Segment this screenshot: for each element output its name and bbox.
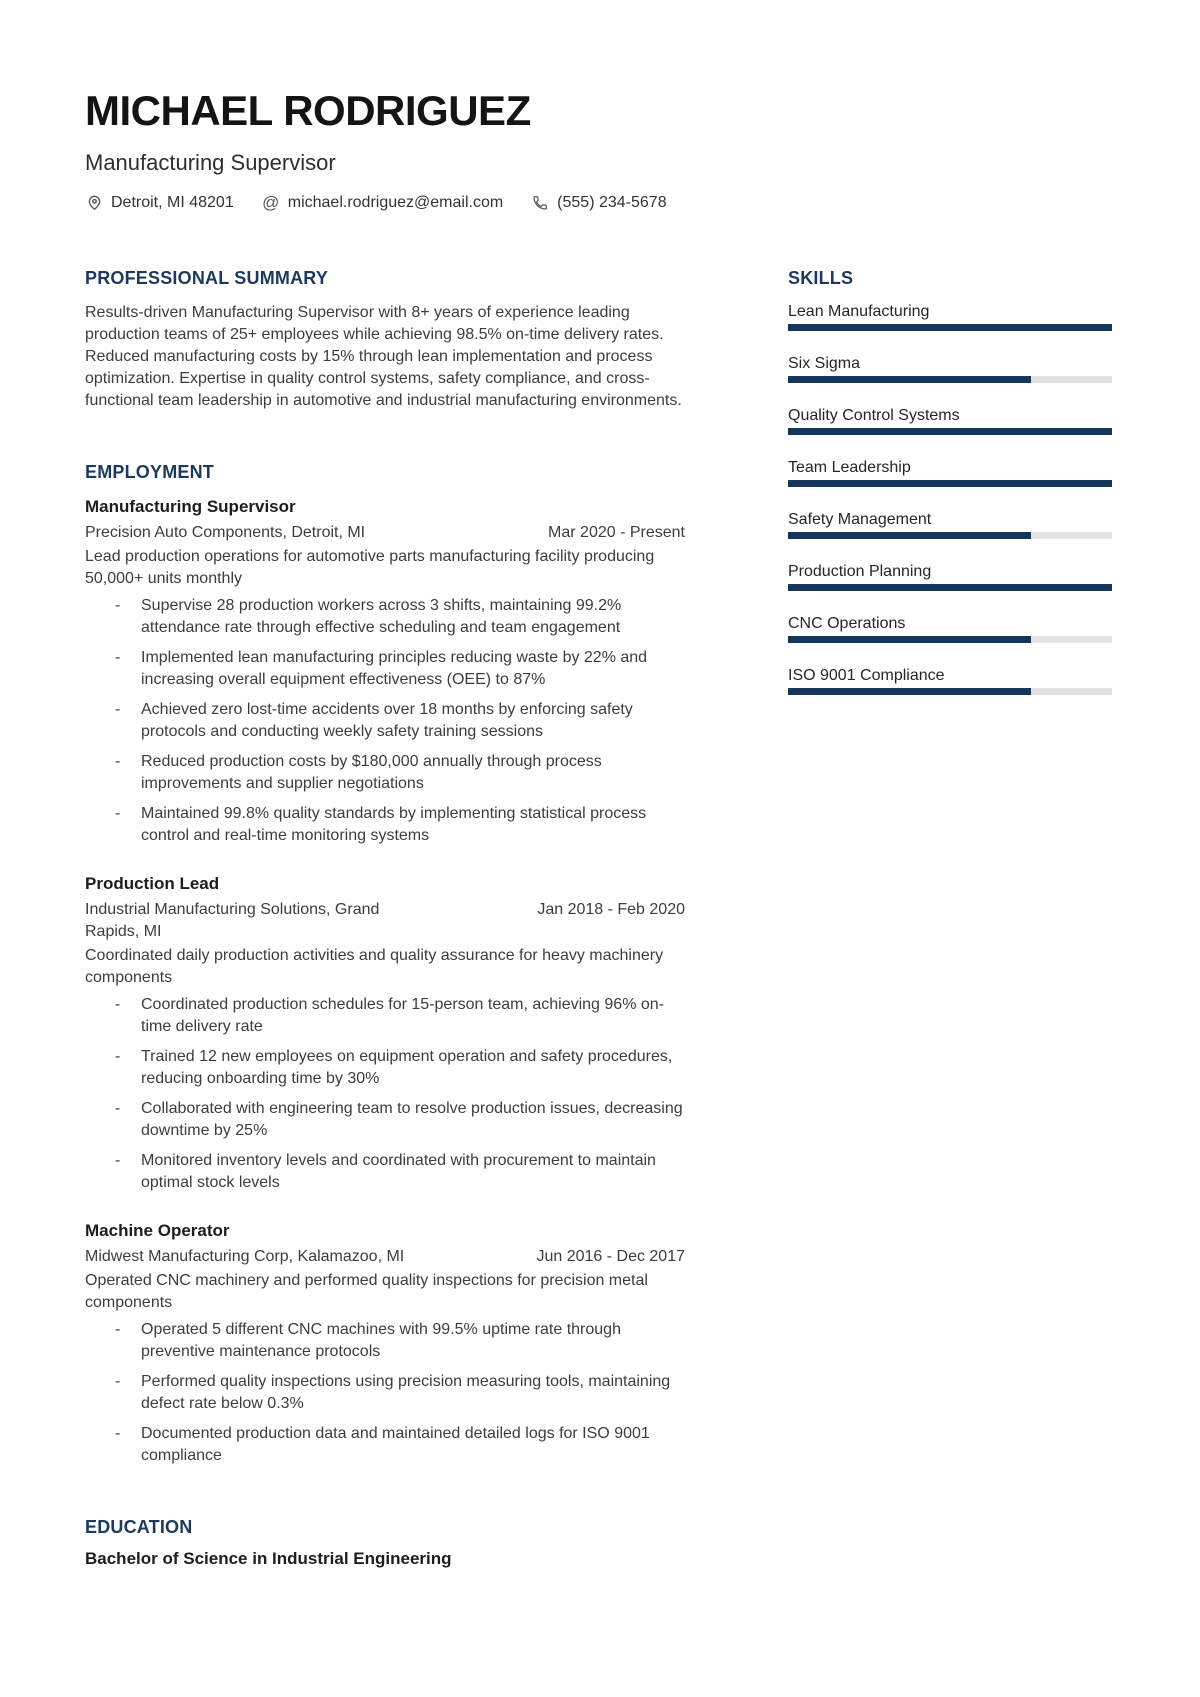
job-meta: [85, 899, 685, 943]
skill-bar-fill: [788, 584, 1112, 591]
job-bullet: [85, 1098, 685, 1142]
job-company: Precision Auto Components, Detroit, MI: [85, 523, 366, 541]
skill-bar-track: [788, 428, 1112, 435]
job-bullet: [85, 699, 685, 743]
bullet-marker: -: [115, 1320, 121, 1338]
content-columns: [85, 268, 1112, 1570]
skill-item: [788, 510, 1112, 539]
bullet-marker: -: [115, 648, 121, 666]
job-title: Manufacturing Supervisor: [85, 496, 296, 516]
bullet-marker: -: [115, 700, 121, 718]
bullet-text: Trained 12 new employees on equipment operation and safety procedures, reducing onboarding time by 30%: [141, 1047, 673, 1087]
skill-bar-track: [788, 688, 1112, 695]
skills-heading: SKILLS: [788, 267, 854, 288]
skill-name: Production Planning: [788, 562, 932, 580]
skill-bar-fill: [788, 480, 1112, 487]
bullet-marker: -: [115, 995, 121, 1013]
bullet-marker: -: [115, 1151, 121, 1169]
summary-text: Results-driven Manufacturing Supervisor with 8+ years of experience leading production teams of 25+ employees while achieving 98.5% on-time delivery rates. Reduced manufacturing costs by 15% through lean implementation and process optimization. Expertise in quality control systems, safety compliance, and cross-functional team leadership in automotive and industrial manufacturing environments.: [85, 303, 682, 409]
employment-heading: EMPLOYMENT: [85, 461, 215, 482]
bullet-marker: -: [115, 804, 121, 822]
bullet-marker: -: [115, 1099, 121, 1117]
job-bullet: [85, 1423, 685, 1467]
job-title: Production Lead: [85, 873, 220, 893]
left-column: [85, 268, 685, 1570]
contact-text: michael.rodriguez@email.com: [287, 193, 504, 211]
jobs: [85, 496, 685, 1467]
skill-bar-track: [788, 532, 1112, 539]
skills-section: [788, 268, 1112, 695]
skill-bar-track: [788, 636, 1112, 643]
job-bullet: [85, 1319, 685, 1363]
bullet-marker: -: [115, 1424, 121, 1442]
job-bullet: [85, 994, 685, 1038]
job-bullet: [85, 751, 685, 795]
skill-item: [788, 354, 1112, 383]
job-dates: Mar 2020 - Present: [548, 523, 685, 541]
skill-bar-track: [788, 324, 1112, 331]
job-title: Machine Operator: [85, 1220, 230, 1240]
bullet-marker: -: [115, 596, 121, 614]
right-column: [788, 268, 1112, 1570]
skill-bar-fill: [788, 376, 1031, 383]
skill-bar-track: [788, 584, 1112, 591]
job-bullets: [85, 595, 685, 847]
skill-bar-fill: [788, 428, 1112, 435]
job-entry: [85, 1220, 685, 1467]
job-entry: [85, 873, 685, 1194]
job-dates: Jan 2018 - Feb 2020: [537, 900, 685, 918]
skill-name: ISO 9001 Compliance: [788, 666, 945, 684]
job-entry: [85, 496, 685, 847]
education-heading: EDUCATION: [85, 1516, 193, 1537]
skill-item: [788, 614, 1112, 643]
contact-text: (555) 234-5678: [557, 193, 667, 211]
bullet-text: Achieved zero lost-time accidents over 18 months by enforcing safety protocols and conducting weekly safety training sessions: [141, 700, 633, 740]
skill-item: [788, 406, 1112, 435]
email-at-icon: @: [262, 193, 280, 213]
bullet-marker: -: [115, 1047, 121, 1065]
education-degree: Bachelor of Science in Industrial Engineering: [85, 1548, 452, 1568]
contact-text: Detroit, MI 48201: [111, 193, 234, 211]
employment-section: [85, 462, 685, 1467]
bullet-text: Operated 5 different CNC machines with 99.5% uptime rate through preventive maintenance protocols: [141, 1320, 621, 1360]
contact-item: [531, 194, 666, 212]
job-company: Industrial Manufacturing Solutions, Grand Rapids, MI: [85, 900, 380, 940]
phone-icon: [531, 194, 549, 212]
skill-bar-fill: [788, 532, 1031, 539]
skill-item: [788, 458, 1112, 487]
resume-header: [85, 88, 1112, 212]
skill-bar-fill: [788, 636, 1031, 643]
skill-name: Team Leadership: [788, 458, 911, 476]
job-bullet: [85, 1371, 685, 1415]
education-section: [85, 1517, 685, 1570]
skill-item: [788, 302, 1112, 331]
job-bullets: [85, 994, 685, 1194]
job-description: Operated CNC machinery and performed quality inspections for precision metal components: [85, 1271, 648, 1311]
bullet-text: Documented production data and maintained detailed logs for ISO 9001 compliance: [141, 1424, 650, 1464]
bullet-text: Maintained 99.8% quality standards by implementing statistical process control and real-time monitoring systems: [141, 804, 647, 844]
skill-bar-fill: [788, 688, 1031, 695]
skill-name: Lean Manufacturing: [788, 302, 930, 320]
summary-section: [85, 268, 685, 412]
location-pin-icon: [85, 194, 103, 212]
skill-item: [788, 666, 1112, 695]
skill-name: Safety Management: [788, 510, 932, 528]
job-bullet: [85, 647, 685, 691]
skill-name: Quality Control Systems: [788, 406, 960, 424]
bullet-marker: -: [115, 752, 121, 770]
person-name: MICHAEL RODRIGUEZ: [85, 87, 531, 134]
skill-bar-track: [788, 376, 1112, 383]
bullet-text: Performed quality inspections using precision measuring tools, maintaining defect rate below 0.3%: [141, 1372, 671, 1412]
skill-bar-fill: [788, 324, 1112, 331]
bullet-text: Implemented lean manufacturing principles reducing waste by 22% and increasing overall equipment effectiveness (OEE) to 87%: [141, 648, 648, 688]
job-bullet: [85, 803, 685, 847]
skill-item: [788, 562, 1112, 591]
bullet-text: Coordinated production schedules for 15-person team, achieving 96% on-time delivery rate: [141, 995, 664, 1035]
job-bullets: [85, 1319, 685, 1467]
bullet-text: Supervise 28 production workers across 3 shifts, maintaining 99.2% attendance rate through effective scheduling and team engagement: [141, 596, 622, 636]
bullet-text: Reduced production costs by $180,000 annually through process improvements and supplier negotiations: [141, 752, 602, 792]
job-bullet: [85, 1046, 685, 1090]
bullet-text: Monitored inventory levels and coordinated with procurement to maintain optimal stock levels: [141, 1151, 656, 1191]
contact-item: [85, 194, 234, 212]
job-description: Lead production operations for automotive parts manufacturing facility producing 50,000+ units monthly: [85, 547, 655, 587]
skill-name: Six Sigma: [788, 354, 861, 372]
job-company: Midwest Manufacturing Corp, Kalamazoo, MI: [85, 1247, 405, 1265]
job-bullet: [85, 595, 685, 639]
job-description: Coordinated daily production activities and quality assurance for heavy machinery components: [85, 946, 664, 986]
job-meta: [85, 1246, 685, 1268]
person-headline: Manufacturing Supervisor: [85, 150, 336, 176]
contact-row: [85, 194, 1112, 212]
skill-name: CNC Operations: [788, 614, 906, 632]
job-meta: [85, 522, 685, 544]
skill-bar-track: [788, 480, 1112, 487]
skill-list: [788, 302, 1112, 695]
job-bullet: [85, 1150, 685, 1194]
summary-heading: PROFESSIONAL SUMMARY: [85, 267, 329, 288]
bullet-text: Collaborated with engineering team to resolve production issues, decreasing downtime by 25%: [141, 1099, 683, 1139]
job-dates: Jun 2016 - Dec 2017: [536, 1247, 685, 1265]
bullet-marker: -: [115, 1372, 121, 1390]
contact-item: [262, 194, 503, 212]
